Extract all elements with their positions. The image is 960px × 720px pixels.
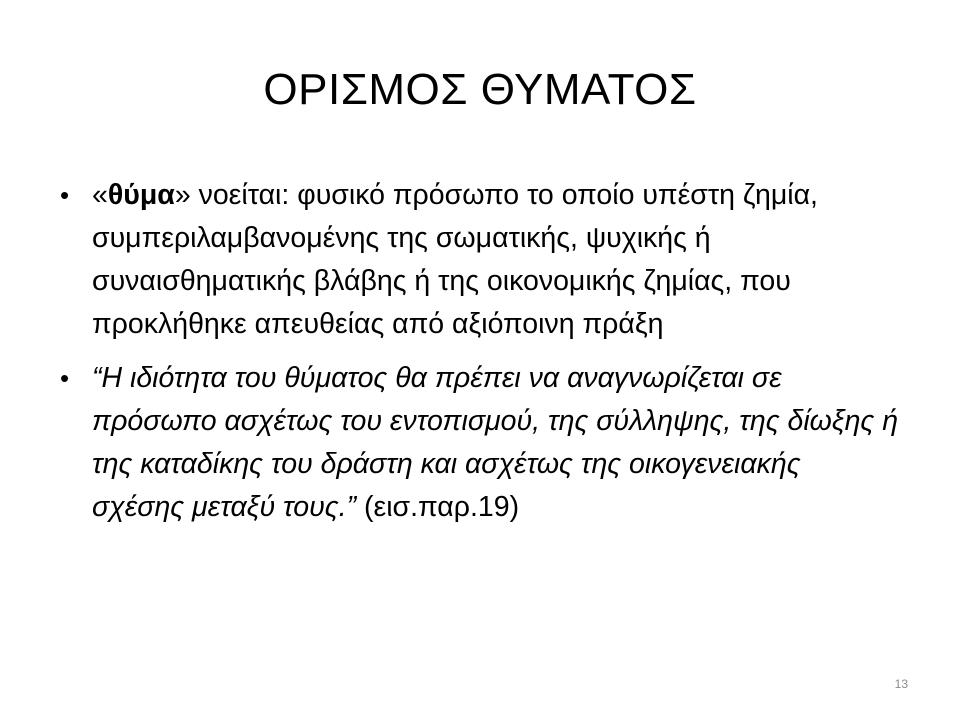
- quote-text: “Η ιδιότητα του θύματος θα πρέπει να αναγνωρίζεται σε πρόσωπο ασχέτως του εντοπισμού, της σύλληψης, της δίωξης ή της καταδίκης του δράστη και ασχέτως της οικογενειακής σχέσης μεταξύ τους.”: [92, 362, 899, 523]
- page-number: 13: [894, 677, 908, 691]
- bullet-list: [60, 174, 900, 540]
- bullet-marker: •: [60, 180, 70, 210]
- bullet-marker: •: [60, 363, 70, 393]
- open-quote: «: [92, 179, 108, 211]
- definition-text: » νοείται: φυσικό πρόσωπο το οποίο υπέστη ζημία, συμπεριλαμβανομένης της σωματικής, ψυχικής ή συναισθηματικής βλάβης ή της οικονομικής ζημίας, που προκλήθηκε απευθείας από αξιόποινη πράξη: [92, 179, 818, 340]
- citation-text: (εισ.παρ.19): [356, 491, 520, 523]
- bullet-quote: [60, 357, 900, 529]
- victim-term: θύμα: [107, 179, 175, 211]
- slide-title: ΟΡΙΣΜΟΣ ΘΥΜΑΤΟΣ: [263, 65, 697, 114]
- bullet-definition: [60, 174, 900, 346]
